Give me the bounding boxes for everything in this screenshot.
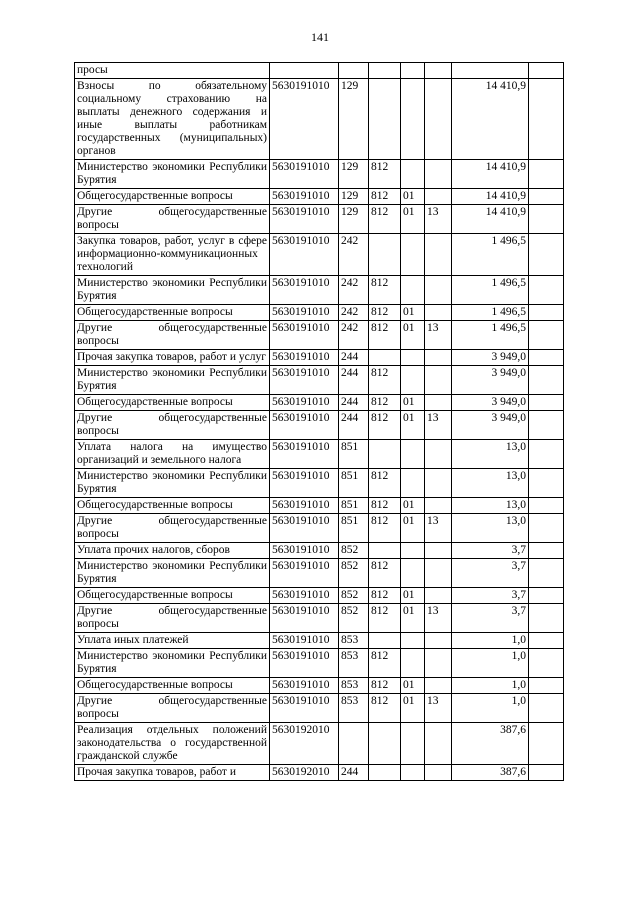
cell-subsection: [425, 234, 452, 276]
cell-administrator: 812: [369, 559, 401, 588]
cell-administrator: 812: [369, 189, 401, 205]
cell-section: 01: [401, 514, 425, 543]
cell-amount: 3 949,0: [452, 395, 529, 411]
cell-expense-type: 129: [339, 79, 369, 160]
cell-section: [401, 234, 425, 276]
cell-name: Другие общегосударственные вопросы: [75, 411, 270, 440]
cell-subsection: [425, 366, 452, 395]
cell-name: Министерство экономики Республики Бурятия: [75, 469, 270, 498]
cell-expense-type: 851: [339, 440, 369, 469]
cell-target-article: 5630191010: [270, 440, 339, 469]
cell-amount: 3,7: [452, 588, 529, 604]
cell-extra: [529, 440, 564, 469]
cell-section: [401, 63, 425, 79]
table-row: [75, 276, 564, 305]
table-row: [75, 160, 564, 189]
cell-section: [401, 350, 425, 366]
cell-target-article: 5630192010: [270, 765, 339, 781]
cell-extra: [529, 79, 564, 160]
cell-administrator: [369, 350, 401, 366]
cell-target-article: 5630191010: [270, 498, 339, 514]
cell-target-article: 5630191010: [270, 350, 339, 366]
cell-amount: 1 496,5: [452, 305, 529, 321]
cell-subsection: 13: [425, 604, 452, 633]
cell-name: Общегосударственные вопросы: [75, 588, 270, 604]
cell-administrator: [369, 723, 401, 765]
table-row: [75, 633, 564, 649]
cell-target-article: 5630191010: [270, 633, 339, 649]
cell-amount: 1 496,5: [452, 321, 529, 350]
cell-expense-type: 244: [339, 395, 369, 411]
cell-subsection: [425, 79, 452, 160]
cell-expense-type: 129: [339, 189, 369, 205]
cell-target-article: 5630191010: [270, 79, 339, 160]
cell-extra: [529, 649, 564, 678]
cell-target-article: 5630191010: [270, 559, 339, 588]
cell-administrator: 812: [369, 366, 401, 395]
cell-subsection: [425, 588, 452, 604]
cell-administrator: 812: [369, 205, 401, 234]
cell-name: Общегосударственные вопросы: [75, 498, 270, 514]
cell-section: [401, 79, 425, 160]
cell-section: 01: [401, 321, 425, 350]
cell-name: Закупка товаров, работ, услуг в сфере информационно-коммуникационных технологий: [75, 234, 270, 276]
cell-name: Общегосударственные вопросы: [75, 678, 270, 694]
cell-target-article: 5630191010: [270, 604, 339, 633]
cell-amount: 13,0: [452, 469, 529, 498]
cell-section: [401, 469, 425, 498]
cell-section: 01: [401, 189, 425, 205]
cell-target-article: 5630191010: [270, 160, 339, 189]
cell-amount: 3,7: [452, 559, 529, 588]
cell-section: [401, 649, 425, 678]
table-row: [75, 63, 564, 79]
cell-target-article: 5630191010: [270, 276, 339, 305]
cell-extra: [529, 350, 564, 366]
cell-name: Другие общегосударственные вопросы: [75, 514, 270, 543]
cell-subsection: [425, 276, 452, 305]
cell-expense-type: 242: [339, 234, 369, 276]
cell-target-article: 5630191010: [270, 189, 339, 205]
cell-administrator: 812: [369, 694, 401, 723]
cell-amount: 1,0: [452, 678, 529, 694]
cell-administrator: [369, 765, 401, 781]
cell-subsection: [425, 160, 452, 189]
table-row: [75, 588, 564, 604]
cell-expense-type: 129: [339, 205, 369, 234]
cell-administrator: 812: [369, 160, 401, 189]
cell-target-article: 5630191010: [270, 588, 339, 604]
cell-target-article: 5630191010: [270, 234, 339, 276]
cell-administrator: 812: [369, 588, 401, 604]
cell-name: Общегосударственные вопросы: [75, 395, 270, 411]
cell-target-article: 5630191010: [270, 514, 339, 543]
cell-expense-type: 852: [339, 543, 369, 559]
cell-expense-type: 244: [339, 350, 369, 366]
cell-extra: [529, 276, 564, 305]
cell-administrator: 812: [369, 276, 401, 305]
cell-subsection: [425, 305, 452, 321]
cell-section: [401, 366, 425, 395]
cell-expense-type: 244: [339, 411, 369, 440]
cell-name: Уплата налога на имущество организаций и земельного налога: [75, 440, 270, 469]
cell-amount: 3,7: [452, 604, 529, 633]
cell-amount: 14 410,9: [452, 189, 529, 205]
cell-section: 01: [401, 395, 425, 411]
cell-section: [401, 440, 425, 469]
cell-extra: [529, 765, 564, 781]
cell-name: просы: [75, 63, 270, 79]
cell-amount: 1,0: [452, 649, 529, 678]
cell-extra: [529, 205, 564, 234]
table-body: [75, 63, 564, 781]
cell-administrator: 812: [369, 321, 401, 350]
cell-section: [401, 543, 425, 559]
cell-amount: 387,6: [452, 723, 529, 765]
cell-name: Министерство экономики Республики Бурятия: [75, 276, 270, 305]
cell-expense-type: [339, 63, 369, 79]
cell-section: 01: [401, 498, 425, 514]
table-row: [75, 234, 564, 276]
cell-administrator: [369, 633, 401, 649]
table-row: [75, 543, 564, 559]
cell-subsection: [425, 498, 452, 514]
cell-administrator: 812: [369, 678, 401, 694]
cell-expense-type: 242: [339, 321, 369, 350]
cell-name: Общегосударственные вопросы: [75, 305, 270, 321]
cell-section: 01: [401, 305, 425, 321]
table-row: [75, 723, 564, 765]
cell-amount: 14 410,9: [452, 79, 529, 160]
cell-section: 01: [401, 588, 425, 604]
cell-target-article: 5630191010: [270, 694, 339, 723]
cell-administrator: [369, 234, 401, 276]
cell-administrator: [369, 440, 401, 469]
cell-extra: [529, 189, 564, 205]
cell-section: 01: [401, 604, 425, 633]
cell-extra: [529, 63, 564, 79]
cell-name: Взносы по обязательному социальному страхованию на выплаты денежного содержания и иные выплаты работникам государственных (муниципальных) органов: [75, 79, 270, 160]
cell-subsection: [425, 723, 452, 765]
cell-subsection: [425, 543, 452, 559]
table-row: [75, 366, 564, 395]
cell-subsection: [425, 350, 452, 366]
cell-extra: [529, 559, 564, 588]
table-row: [75, 765, 564, 781]
cell-extra: [529, 514, 564, 543]
cell-extra: [529, 305, 564, 321]
cell-administrator: [369, 63, 401, 79]
cell-expense-type: 853: [339, 694, 369, 723]
cell-extra: [529, 366, 564, 395]
cell-subsection: [425, 189, 452, 205]
cell-expense-type: 129: [339, 160, 369, 189]
cell-extra: [529, 160, 564, 189]
cell-administrator: [369, 543, 401, 559]
cell-extra: [529, 723, 564, 765]
cell-subsection: 13: [425, 411, 452, 440]
table-row: [75, 79, 564, 160]
cell-name: Уплата прочих налогов, сборов: [75, 543, 270, 559]
cell-section: 01: [401, 678, 425, 694]
table-row: [75, 649, 564, 678]
cell-target-article: 5630191010: [270, 649, 339, 678]
cell-subsection: 13: [425, 694, 452, 723]
cell-subsection: 13: [425, 321, 452, 350]
cell-subsection: [425, 63, 452, 79]
cell-target-article: 5630191010: [270, 543, 339, 559]
cell-expense-type: 852: [339, 604, 369, 633]
cell-expense-type: 853: [339, 678, 369, 694]
cell-section: [401, 276, 425, 305]
cell-subsection: [425, 649, 452, 678]
cell-amount: 14 410,9: [452, 205, 529, 234]
table-row: [75, 189, 564, 205]
cell-section: [401, 160, 425, 189]
cell-subsection: [425, 559, 452, 588]
cell-administrator: 812: [369, 604, 401, 633]
cell-extra: [529, 633, 564, 649]
cell-extra: [529, 321, 564, 350]
cell-section: 01: [401, 205, 425, 234]
cell-expense-type: 851: [339, 498, 369, 514]
cell-target-article: 5630191010: [270, 205, 339, 234]
cell-name: Другие общегосударственные вопросы: [75, 205, 270, 234]
cell-target-article: [270, 63, 339, 79]
cell-name: Общегосударственные вопросы: [75, 189, 270, 205]
cell-expense-type: 244: [339, 765, 369, 781]
cell-administrator: 812: [369, 649, 401, 678]
cell-subsection: 13: [425, 514, 452, 543]
cell-section: [401, 633, 425, 649]
table-row: [75, 694, 564, 723]
cell-extra: [529, 604, 564, 633]
cell-extra: [529, 411, 564, 440]
cell-target-article: 5630191010: [270, 395, 339, 411]
cell-name: Министерство экономики Республики Бурятия: [75, 649, 270, 678]
cell-extra: [529, 395, 564, 411]
table-row: [75, 395, 564, 411]
cell-amount: 13,0: [452, 498, 529, 514]
cell-name: Другие общегосударственные вопросы: [75, 321, 270, 350]
cell-target-article: 5630191010: [270, 469, 339, 498]
budget-table: [74, 62, 564, 781]
table-row: [75, 305, 564, 321]
cell-administrator: 812: [369, 498, 401, 514]
cell-target-article: 5630191010: [270, 411, 339, 440]
cell-subsection: [425, 395, 452, 411]
cell-section: [401, 559, 425, 588]
cell-name: Уплата иных платежей: [75, 633, 270, 649]
cell-administrator: [369, 79, 401, 160]
table-row: [75, 469, 564, 498]
cell-section: [401, 723, 425, 765]
cell-expense-type: 852: [339, 559, 369, 588]
cell-extra: [529, 694, 564, 723]
table-row: [75, 321, 564, 350]
cell-administrator: 812: [369, 305, 401, 321]
cell-amount: 3 949,0: [452, 350, 529, 366]
cell-amount: 13,0: [452, 440, 529, 469]
cell-name: Прочая закупка товаров, работ и услуг: [75, 350, 270, 366]
cell-target-article: 5630191010: [270, 321, 339, 350]
table-row: [75, 350, 564, 366]
cell-subsection: [425, 469, 452, 498]
table-row: [75, 411, 564, 440]
table-row: [75, 498, 564, 514]
cell-target-article: 5630191010: [270, 678, 339, 694]
cell-amount: 14 410,9: [452, 160, 529, 189]
cell-expense-type: 242: [339, 276, 369, 305]
cell-section: 01: [401, 411, 425, 440]
cell-expense-type: 852: [339, 588, 369, 604]
cell-target-article: 5630191010: [270, 366, 339, 395]
cell-amount: 1 496,5: [452, 276, 529, 305]
table-row: [75, 559, 564, 588]
cell-subsection: 13: [425, 205, 452, 234]
cell-expense-type: 851: [339, 514, 369, 543]
cell-amount: 13,0: [452, 514, 529, 543]
cell-name: Министерство экономики Республики Бурятия: [75, 559, 270, 588]
cell-name: Другие общегосударственные вопросы: [75, 604, 270, 633]
cell-amount: 1 496,5: [452, 234, 529, 276]
table-row: [75, 514, 564, 543]
cell-extra: [529, 678, 564, 694]
cell-administrator: 812: [369, 514, 401, 543]
cell-subsection: [425, 678, 452, 694]
cell-expense-type: [339, 723, 369, 765]
cell-section: 01: [401, 694, 425, 723]
cell-amount: 3 949,0: [452, 411, 529, 440]
cell-amount: 3 949,0: [452, 366, 529, 395]
cell-extra: [529, 588, 564, 604]
cell-extra: [529, 543, 564, 559]
cell-administrator: 812: [369, 411, 401, 440]
cell-expense-type: 242: [339, 305, 369, 321]
cell-expense-type: 851: [339, 469, 369, 498]
cell-expense-type: 244: [339, 366, 369, 395]
cell-name: Министерство экономики Республики Бурятия: [75, 160, 270, 189]
cell-subsection: [425, 633, 452, 649]
cell-administrator: 812: [369, 469, 401, 498]
cell-name: Другие общегосударственные вопросы: [75, 694, 270, 723]
cell-expense-type: 853: [339, 633, 369, 649]
cell-subsection: [425, 765, 452, 781]
cell-amount: [452, 63, 529, 79]
cell-amount: 3,7: [452, 543, 529, 559]
cell-administrator: 812: [369, 395, 401, 411]
cell-subsection: [425, 440, 452, 469]
cell-amount: 387,6: [452, 765, 529, 781]
cell-name: Прочая закупка товаров, работ и: [75, 765, 270, 781]
table-row: [75, 604, 564, 633]
cell-extra: [529, 234, 564, 276]
cell-name: Министерство экономики Республики Бурятия: [75, 366, 270, 395]
cell-extra: [529, 498, 564, 514]
cell-amount: 1,0: [452, 633, 529, 649]
cell-target-article: 5630191010: [270, 305, 339, 321]
page-number: 141: [311, 30, 329, 44]
table-row: [75, 678, 564, 694]
cell-expense-type: 853: [339, 649, 369, 678]
cell-name: Реализация отдельных положений законодательства о государственной гражданской службе: [75, 723, 270, 765]
table-row: [75, 205, 564, 234]
cell-amount: 1,0: [452, 694, 529, 723]
cell-target-article: 5630192010: [270, 723, 339, 765]
cell-section: [401, 765, 425, 781]
cell-extra: [529, 469, 564, 498]
table-row: [75, 440, 564, 469]
